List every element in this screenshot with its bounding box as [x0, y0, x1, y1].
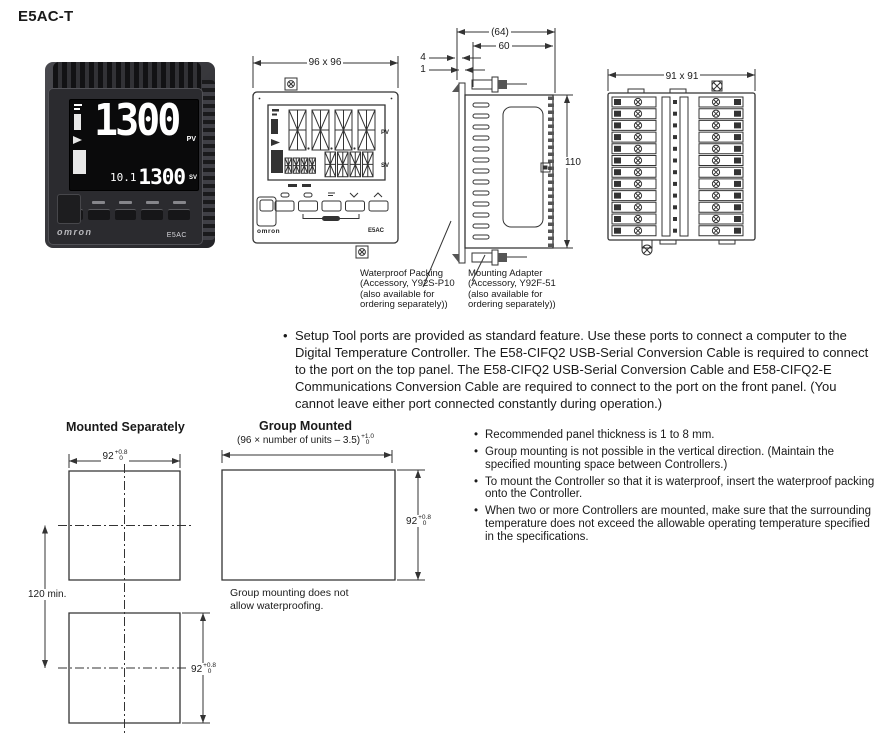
- sv-value: 1300: [138, 165, 185, 189]
- top-screw-icon: [285, 78, 297, 90]
- rear-top-screw-icon: [712, 81, 722, 91]
- group-formula: (96 × number of units – 3.5) +1.0 0: [237, 433, 374, 446]
- mounting-adapter-screw-bottom: [472, 250, 527, 265]
- side-heatsink-fins: [202, 80, 215, 240]
- dim-depth-body: 60: [498, 41, 510, 52]
- dim-height-110: 110: [565, 157, 581, 168]
- brand-logo: omron: [57, 227, 93, 237]
- mode-key: [88, 209, 110, 220]
- shift-key-icon: [119, 201, 132, 204]
- down-key: [141, 209, 163, 220]
- sv-label: SV: [188, 175, 197, 181]
- dim-packing: 1: [420, 64, 426, 75]
- rear-view-drawing: [600, 55, 790, 270]
- bottom-screw-icon: [356, 246, 368, 258]
- rear-bottom-screw-icon: [642, 240, 652, 255]
- dim-91x91: 91 x 91: [665, 71, 699, 82]
- front-pv-label: PV: [381, 130, 390, 136]
- key-icons-row: [65, 201, 186, 204]
- front-sv-label: SV: [381, 163, 390, 169]
- note-item: • To mount the Controller so that it is waterproof, insert the waterproof packing onto the Controller.: [474, 475, 875, 501]
- dim-92-bottom: 92 +0.8 0: [191, 662, 216, 675]
- status-block-icon: [73, 150, 86, 174]
- bullet: •: [474, 429, 479, 441]
- note-item: • Group mounting is not possible in the vertical direction. (Maintain the specified mounting space between Controllers.): [474, 446, 835, 471]
- setup-note-text: Setup Tool ports are provided as standard feature. Use these ports to connect a computer to the Digital Temperature Controller. The E58-CIFQ2 USB-Serial Conversion Cable is required to connect to the port on the top panel. The E58-CIFQ2 USB-Serial Conversion Cable and E58-CIFQ2-E Communications Conversion Cable are required to connect to the port on the front panel. (You cannot leave either port connected constantly during operation.): [295, 328, 869, 411]
- setup-note: [283, 327, 877, 412]
- bullet: •: [474, 475, 479, 488]
- bullet: •: [474, 446, 479, 459]
- pv-label: PV: [186, 136, 196, 143]
- bullet: •: [474, 505, 479, 518]
- status-icon: [74, 108, 80, 110]
- page-title: E5AC-T: [18, 8, 74, 25]
- group-panel-cutout: [222, 470, 395, 580]
- model-label: E5AC: [166, 232, 187, 239]
- dim-120-min: 120 min.: [28, 589, 67, 600]
- front-brand-label: omron: [257, 228, 281, 235]
- up-key: [168, 209, 190, 220]
- group-mount-title: Group Mounted: [258, 419, 353, 433]
- controller-front-face: [48, 88, 203, 245]
- front-keys-drawing: [275, 193, 388, 221]
- notes-list: [474, 429, 878, 548]
- dim-bezel: 4: [420, 52, 426, 63]
- up-key-icon: [173, 201, 186, 204]
- note-item: • When two or more Controllers are mounted, make sure that the surrounding temperature does not exceed the allowable operating temperature specified in the specifications.: [474, 505, 872, 543]
- dim-depth-total: (64): [491, 27, 509, 38]
- lcd-display: [69, 96, 199, 191]
- product-photo: [45, 62, 215, 248]
- setup-port-cover-drawing: [257, 197, 276, 226]
- top-vent-grid: [53, 62, 201, 90]
- program-number: 10.1: [110, 171, 137, 184]
- pv-value: 1300: [94, 96, 179, 146]
- waterproof-packing-label: Waterproof Packing (Accessory, Y92S-P10 (also available for ordering separately)): [360, 268, 455, 311]
- group-caption: Group mounting does not allow waterproofing.: [230, 587, 349, 612]
- arrow-indicator-icon: [73, 136, 82, 144]
- down-key-icon: [146, 201, 159, 204]
- mode-key-icon: [92, 201, 105, 204]
- dim-92-top: 92 +0.8 0: [102, 449, 128, 462]
- front-model-label: E5AC: [368, 228, 385, 234]
- shift-key: [115, 209, 137, 220]
- status-icon: [74, 104, 82, 106]
- bar-indicator-icon: [74, 114, 81, 130]
- bullet: •: [283, 328, 288, 343]
- dim-92-group: 92 +0.8 0: [406, 514, 431, 527]
- mounting-adapter-screw-top: [472, 77, 527, 92]
- setup-port-cover: [57, 194, 81, 224]
- separate-mount-title: Mounted Separately: [66, 420, 185, 434]
- mounting-adapter-label: Mounting Adapter (Accessory, Y92F-51 (also available for ordering separately)): [468, 268, 556, 311]
- dim-96x96: 96 x 96: [308, 57, 342, 68]
- note-item: • Recommended panel thickness is 1 to 8 mm.: [474, 429, 715, 441]
